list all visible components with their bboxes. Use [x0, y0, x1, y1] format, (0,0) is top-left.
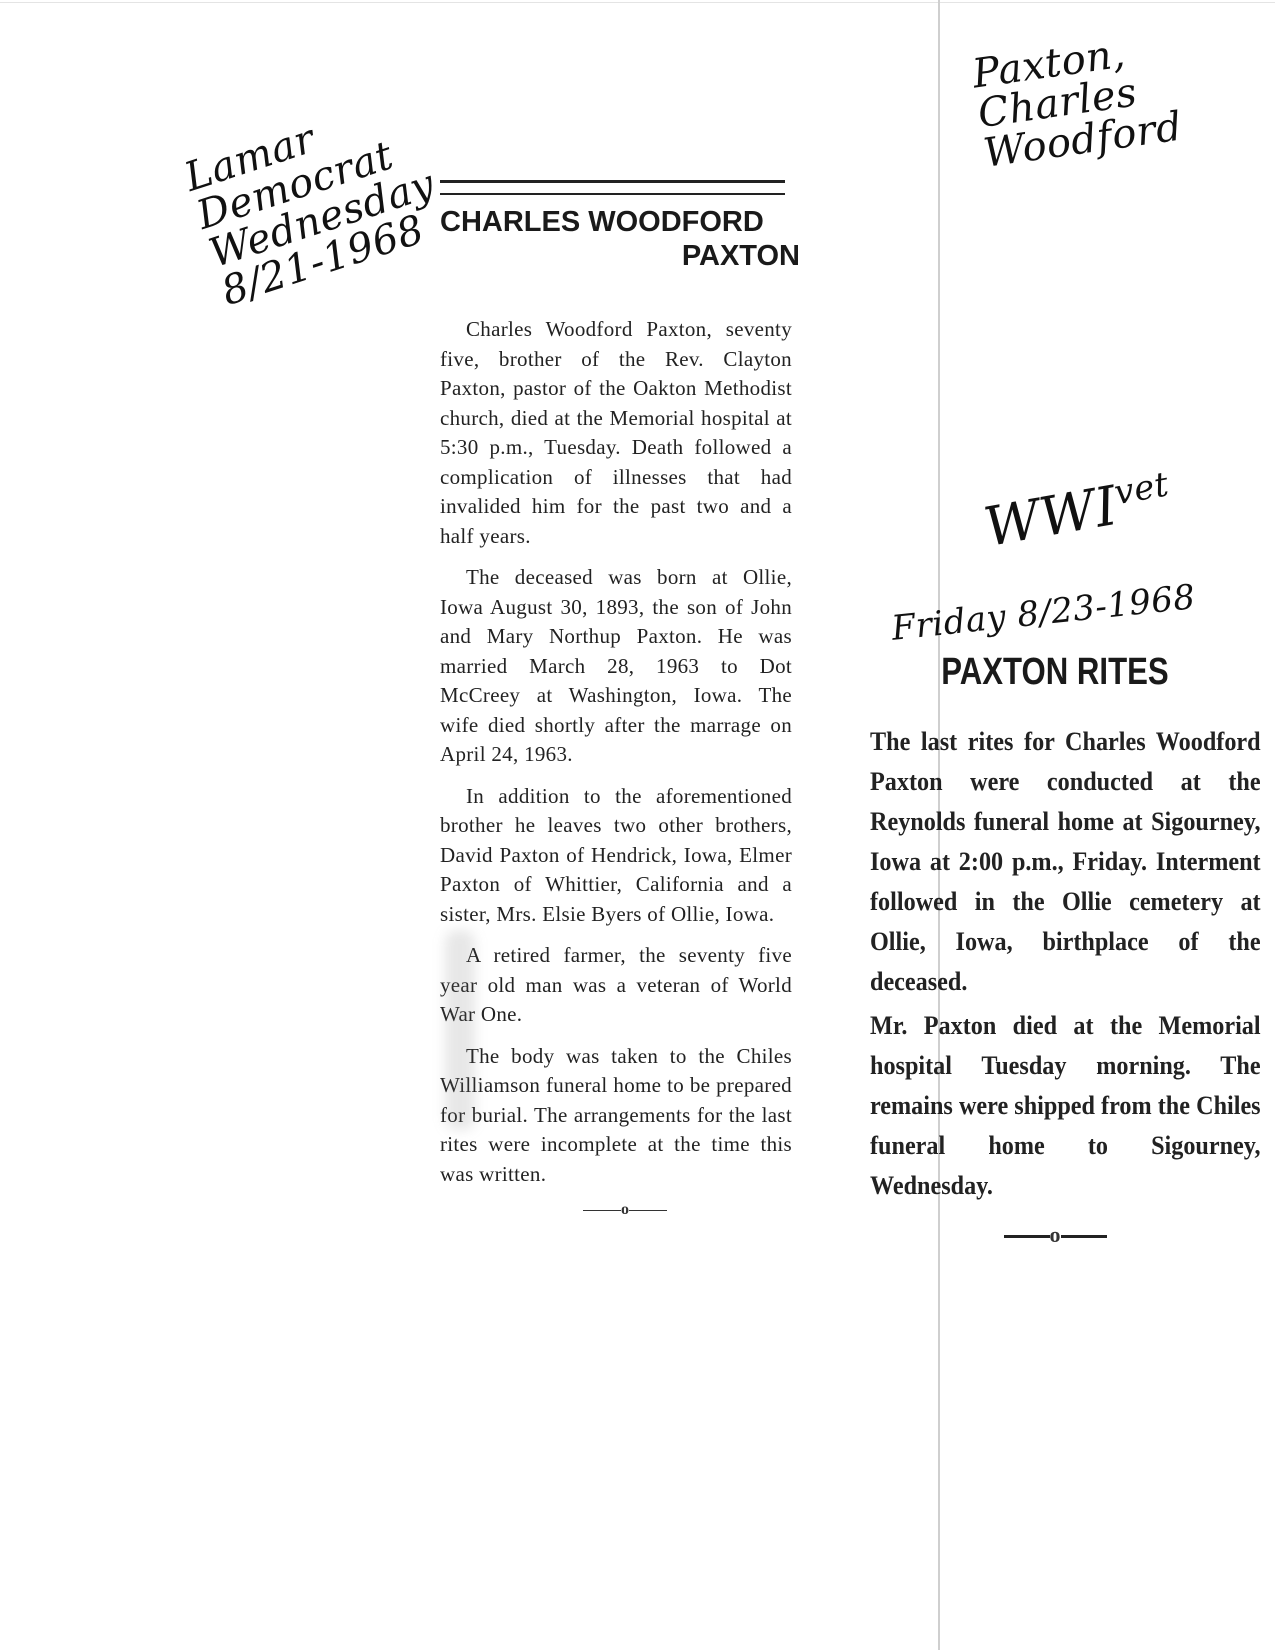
obituary-body — [440, 315, 810, 1189]
handwritten-source-note: Lamar Democrat Wednesday 8/21-1968 — [179, 115, 441, 316]
page-edge-line — [0, 2, 1275, 3]
obituary-headline-line2: PAXTON — [681, 240, 800, 272]
print-smudge — [445, 930, 475, 1130]
obituary-paragraph: The body was taken to the Chiles Williamson funeral home to be prepared for burial. The arrangements for the last rites were incomplete at the time this was written. — [440, 1043, 792, 1186]
rites-paragraph: The last rites for Charles Woodford Paxton were conducted at the Reynolds funeral home at Sigourney, Iowa at 2:00 p.m., Friday. Interment followed in the Ollie cemetery at Ollie, Iowa, birthplace of the deceased. — [870, 727, 1261, 996]
handwritten-wwi-note — [979, 464, 1175, 560]
headline-rule — [440, 180, 785, 195]
handwritten-wwi-text: WWI — [979, 473, 1123, 560]
obituary-headline-line1: CHARLES WOODFORD — [440, 206, 764, 238]
handwritten-vet-text: vet — [1111, 464, 1172, 514]
obituary-paragraph: The deceased was born at Ollie, Iowa August 30, 1893, the son of John and Mary Northup Paxton. He was married March 28, 1963 to Dot McCreey at Washington, Iowa. The wife died shortly after the marrage on April 24, 1963. — [440, 565, 792, 766]
obituary-paragraph: Charles Woodford Paxton, seventy five, brother of the Rev. Clayton Paxton, pastor of the Oakton Methodist church, died at the Memorial hospital at 5:30 p.m., Tuesday. Death followed a complication of illnesses that had invalided him for the past two and a half years. — [440, 317, 792, 548]
obituary-paragraph: A retired farmer, the seventy five year old man was a veteran of World War One. — [440, 943, 792, 1026]
rites-paragraph: Mr. Paxton died at the Memorial hospital Tuesday morning. The remains were shipped from the Chiles funeral home to Sigourney, Wednesday. — [870, 1011, 1261, 1200]
end-mark-glyph: o — [621, 1201, 629, 1218]
end-mark — [870, 1222, 1240, 1248]
obituary-paragraph: In addition to the aforementioned brother he leaves two other brothers, David Paxton of Hendrick, Iowa, Elmer Paxton of Whittier, California and a sister, Mrs. Elsie Byers of Ollie, Iowa. — [440, 783, 792, 926]
handwritten-date-note: Friday 8/23-1968 — [889, 577, 1198, 649]
obituary-clipping — [440, 180, 810, 1219]
rites-clipping — [870, 650, 1261, 1248]
handwritten-name-note: Paxton, Charles Woodford — [969, 30, 1185, 177]
end-mark — [440, 1201, 810, 1219]
end-mark-glyph: o — [1049, 1222, 1061, 1247]
rites-headline: PAXTON RITES — [941, 651, 1169, 693]
